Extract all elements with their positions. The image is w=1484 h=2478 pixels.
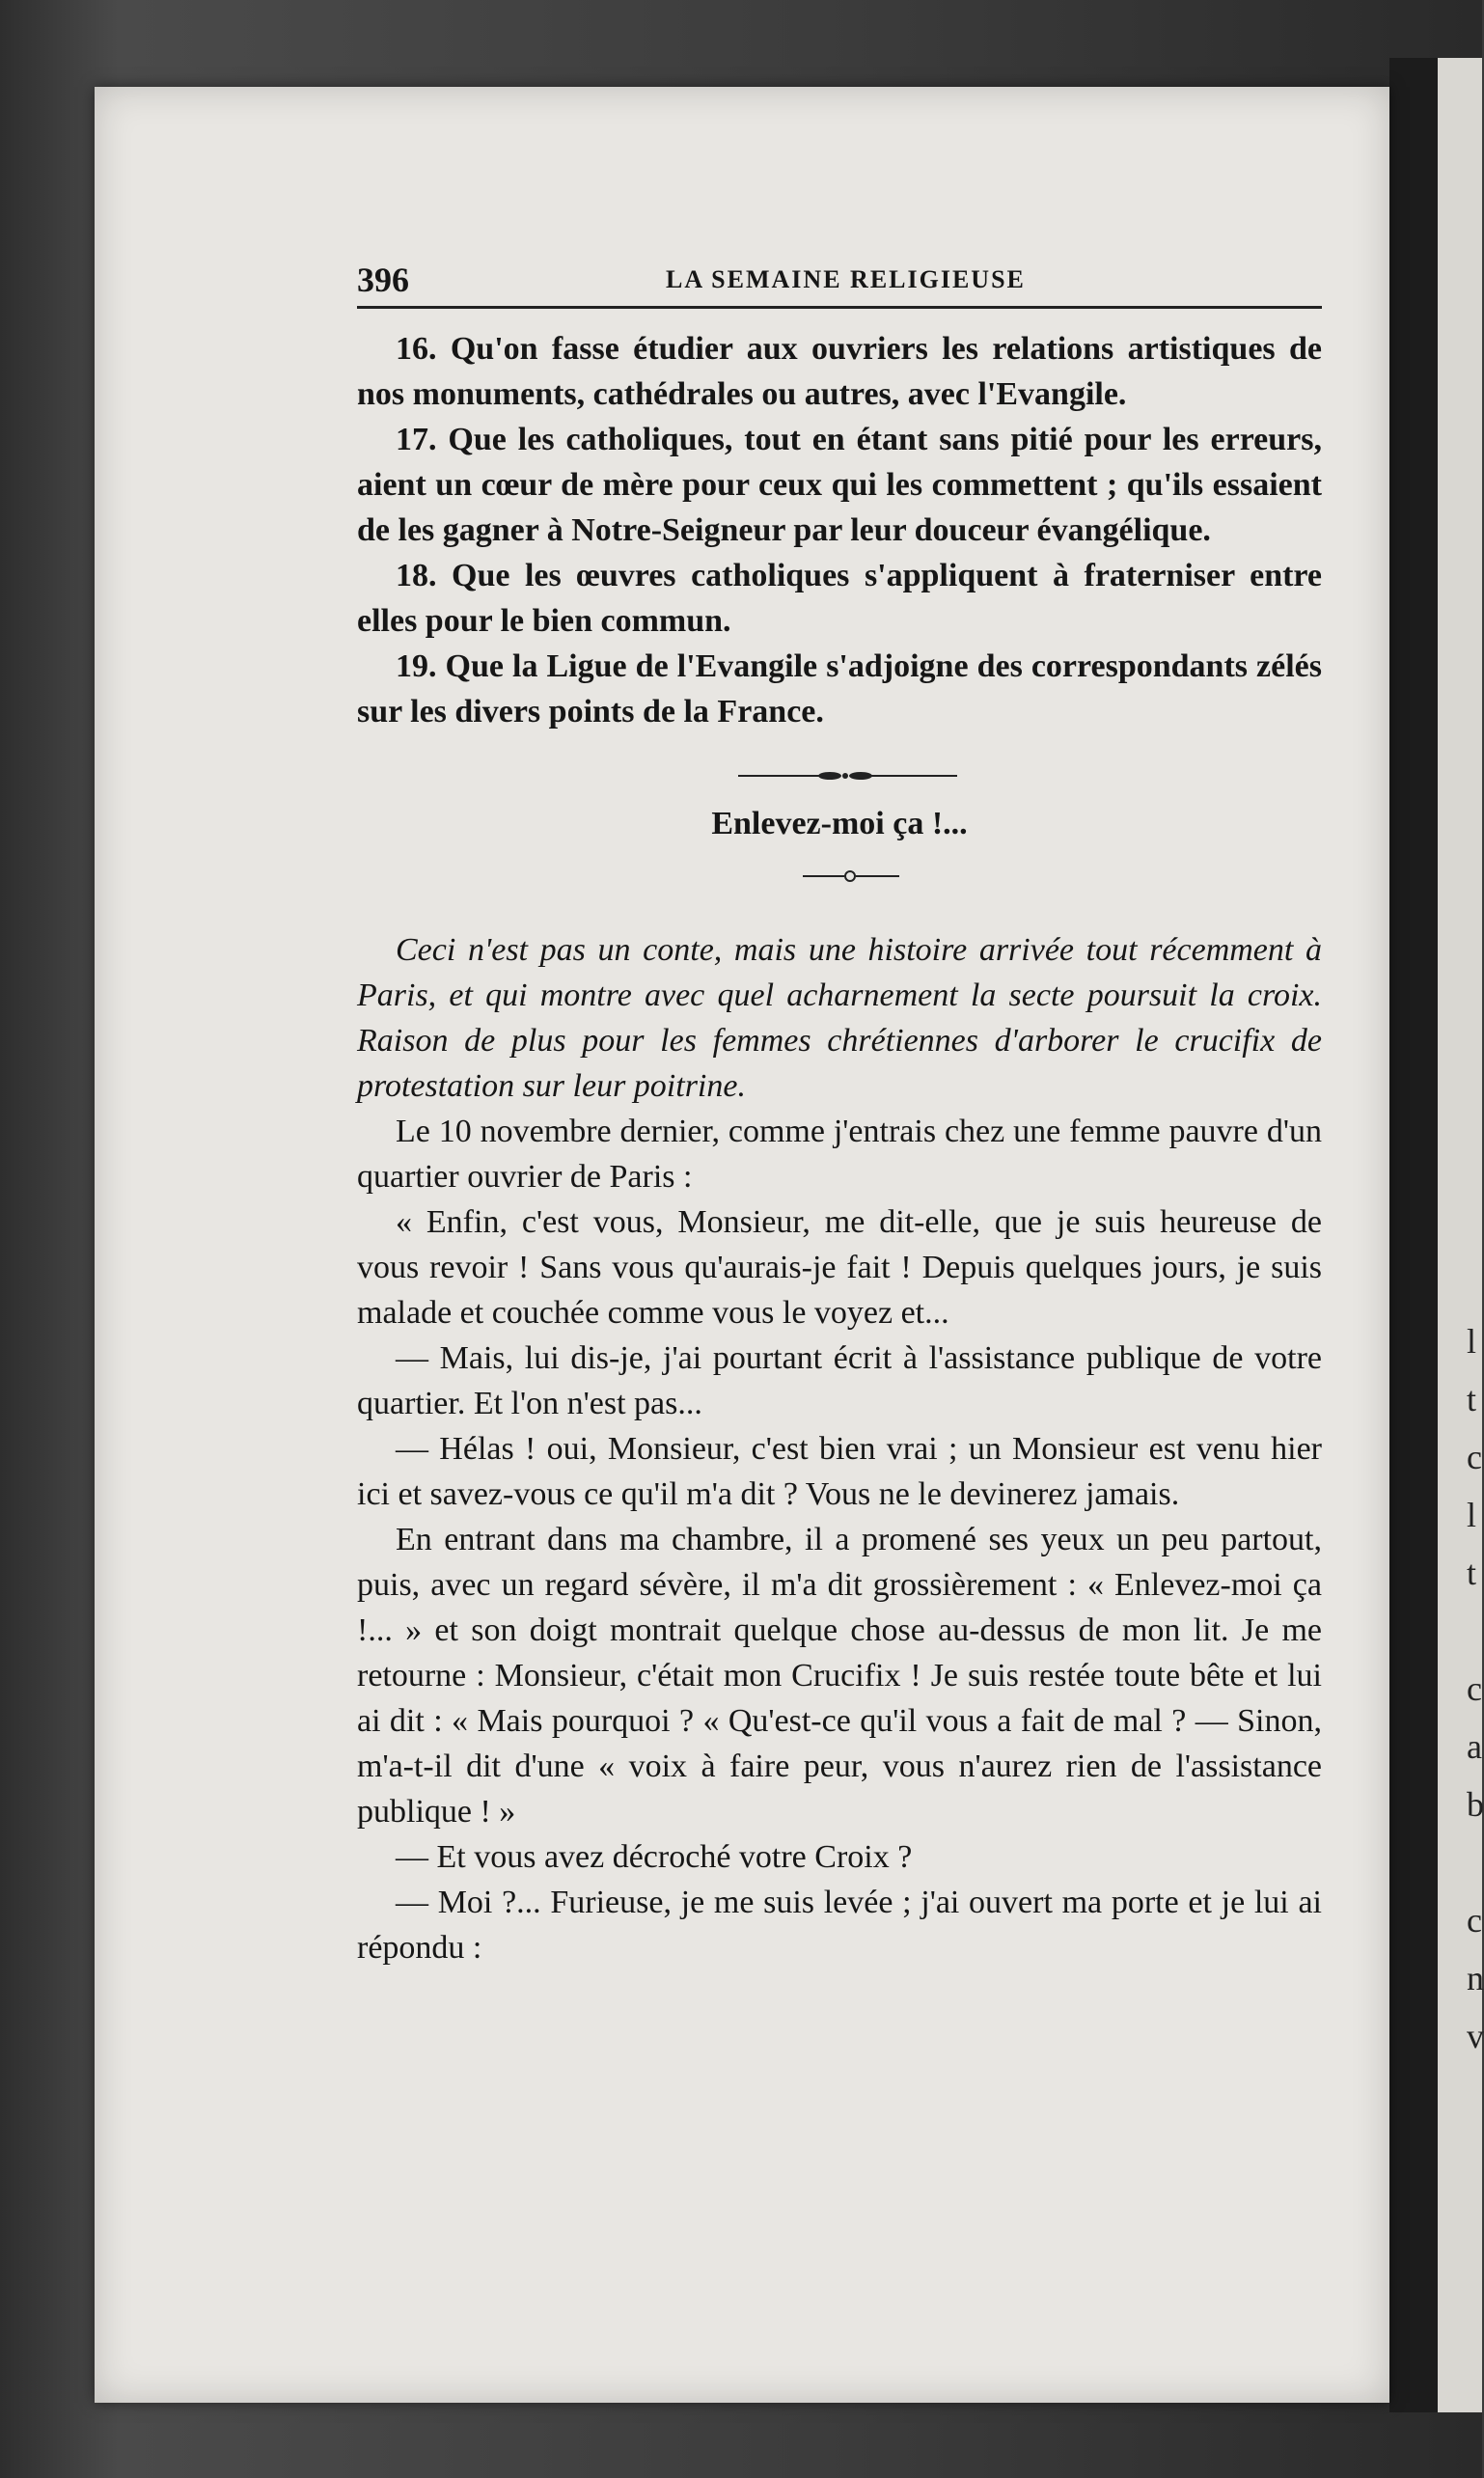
- sliver-letter: t: [1467, 1380, 1477, 1418]
- list-item: 16. Qu'on fasse étudier aux ouvriers les relations artistiques de nos monuments, cathédrales ou autres, avec l'Evangile.: [357, 331, 1322, 412]
- running-header: [357, 256, 1322, 309]
- page-content: [357, 256, 1322, 1970]
- article-paragraph: En entrant dans ma chambre, il a promené ses yeux un peu partout, puis, avec un regard sévère, il m'a dit grossièrement : « Enlevez-moi ça !... » et son doigt montrait quelque chose au-dessus de mon lit. Je me retourne : Monsieur, c'était mon Crucifix ! Je suis restée toute bête et lui ai dit : « Mais pourquoi ? « Qu'est-ce qu'il vous a fait de mal ? — Sinon, m'a-t-il dit d'une « voix à faire peur, vous n'aurez rien de l'assistance publique ! »: [357, 1522, 1322, 1830]
- list-item: 19. Que la Ligue de l'Evangile s'adjoigne des correspondants zélés sur les divers points de la France.: [357, 648, 1322, 730]
- article-paragraph: « Enfin, c'est vous, Monsieur, me dit-elle, que je suis heureuse de vous revoir ! Sans vous qu'aurais-je fait ! Depuis quelques jours, je suis malade et couchée comme vous le voyez et...: [357, 1204, 1322, 1331]
- sliver-letter: n: [1467, 1959, 1484, 1997]
- sliver-letter: b: [1467, 1785, 1484, 1824]
- article-paragraph: — Moi ?... Furieuse, je me suis levée ; j'ai ouvert ma porte et je lui ai répondu :: [357, 1885, 1322, 1966]
- section-divider-ornament: [357, 752, 1322, 800]
- article-paragraph: — Mais, lui dis-je, j'ai pourtant écrit à l'assistance publique de votre quartier. Et l'on n'est pas...: [357, 1340, 1322, 1421]
- article-paragraph: — Et vous avez décroché votre Croix ?: [396, 1839, 913, 1875]
- sliver-letter: l: [1467, 1322, 1477, 1361]
- next-page-letters: [1467, 1312, 1484, 2065]
- sliver-letter: c: [1467, 1669, 1482, 1708]
- sliver-letter: c: [1467, 1901, 1482, 1940]
- resolutions-list: [357, 326, 1322, 734]
- article-intro: Ceci n'est pas un conte, mais une histoire arrivée tout récemment à Paris, et qui montre avec quel acharnement la secte poursuit la croix. Raison de plus pour les femmes chrétiennes d'arborer le crucifix de protestation sur leur poitrine.: [357, 932, 1322, 1104]
- sliver-letter: a: [1467, 1727, 1482, 1766]
- list-item: 18. Que les œuvres catholiques s'appliquent à fraterniser entre elles pour le bien commun.: [357, 558, 1322, 639]
- article-title: Enlevez-moi ça !...: [711, 806, 968, 841]
- sliver-letter: [1467, 1833, 1484, 1891]
- sliver-letter: l: [1467, 1496, 1477, 1534]
- list-item: 17. Que les catholiques, tout en étant sans pitié pour les erreurs, aient un cœur de mère pour ceux qui les commettent ; qu'ils essaient de les gagner à Notre-Seigneur par leur douceur évangélique.: [357, 422, 1322, 548]
- sliver-letter: t: [1467, 1554, 1477, 1592]
- article-paragraph: — Hélas ! oui, Monsieur, c'est bien vrai ; un Monsieur est venu hier ici et savez-vous ce qu'il m'a dit ? Vous ne le devinerez jamais.: [357, 1431, 1322, 1512]
- page-number: 396: [357, 261, 409, 299]
- journal-title: LA SEMAINE RELIGIEUSE: [666, 265, 1026, 293]
- sliver-letter: c: [1467, 1438, 1482, 1476]
- title-underline-ornament: [357, 852, 1322, 900]
- sliver-letter: [1467, 1602, 1484, 1660]
- sliver-letter: v: [1467, 2017, 1484, 2055]
- article-paragraph: Le 10 novembre dernier, comme j'entrais chez une femme pauvre d'un quartier ouvrier de Paris :: [357, 1114, 1322, 1195]
